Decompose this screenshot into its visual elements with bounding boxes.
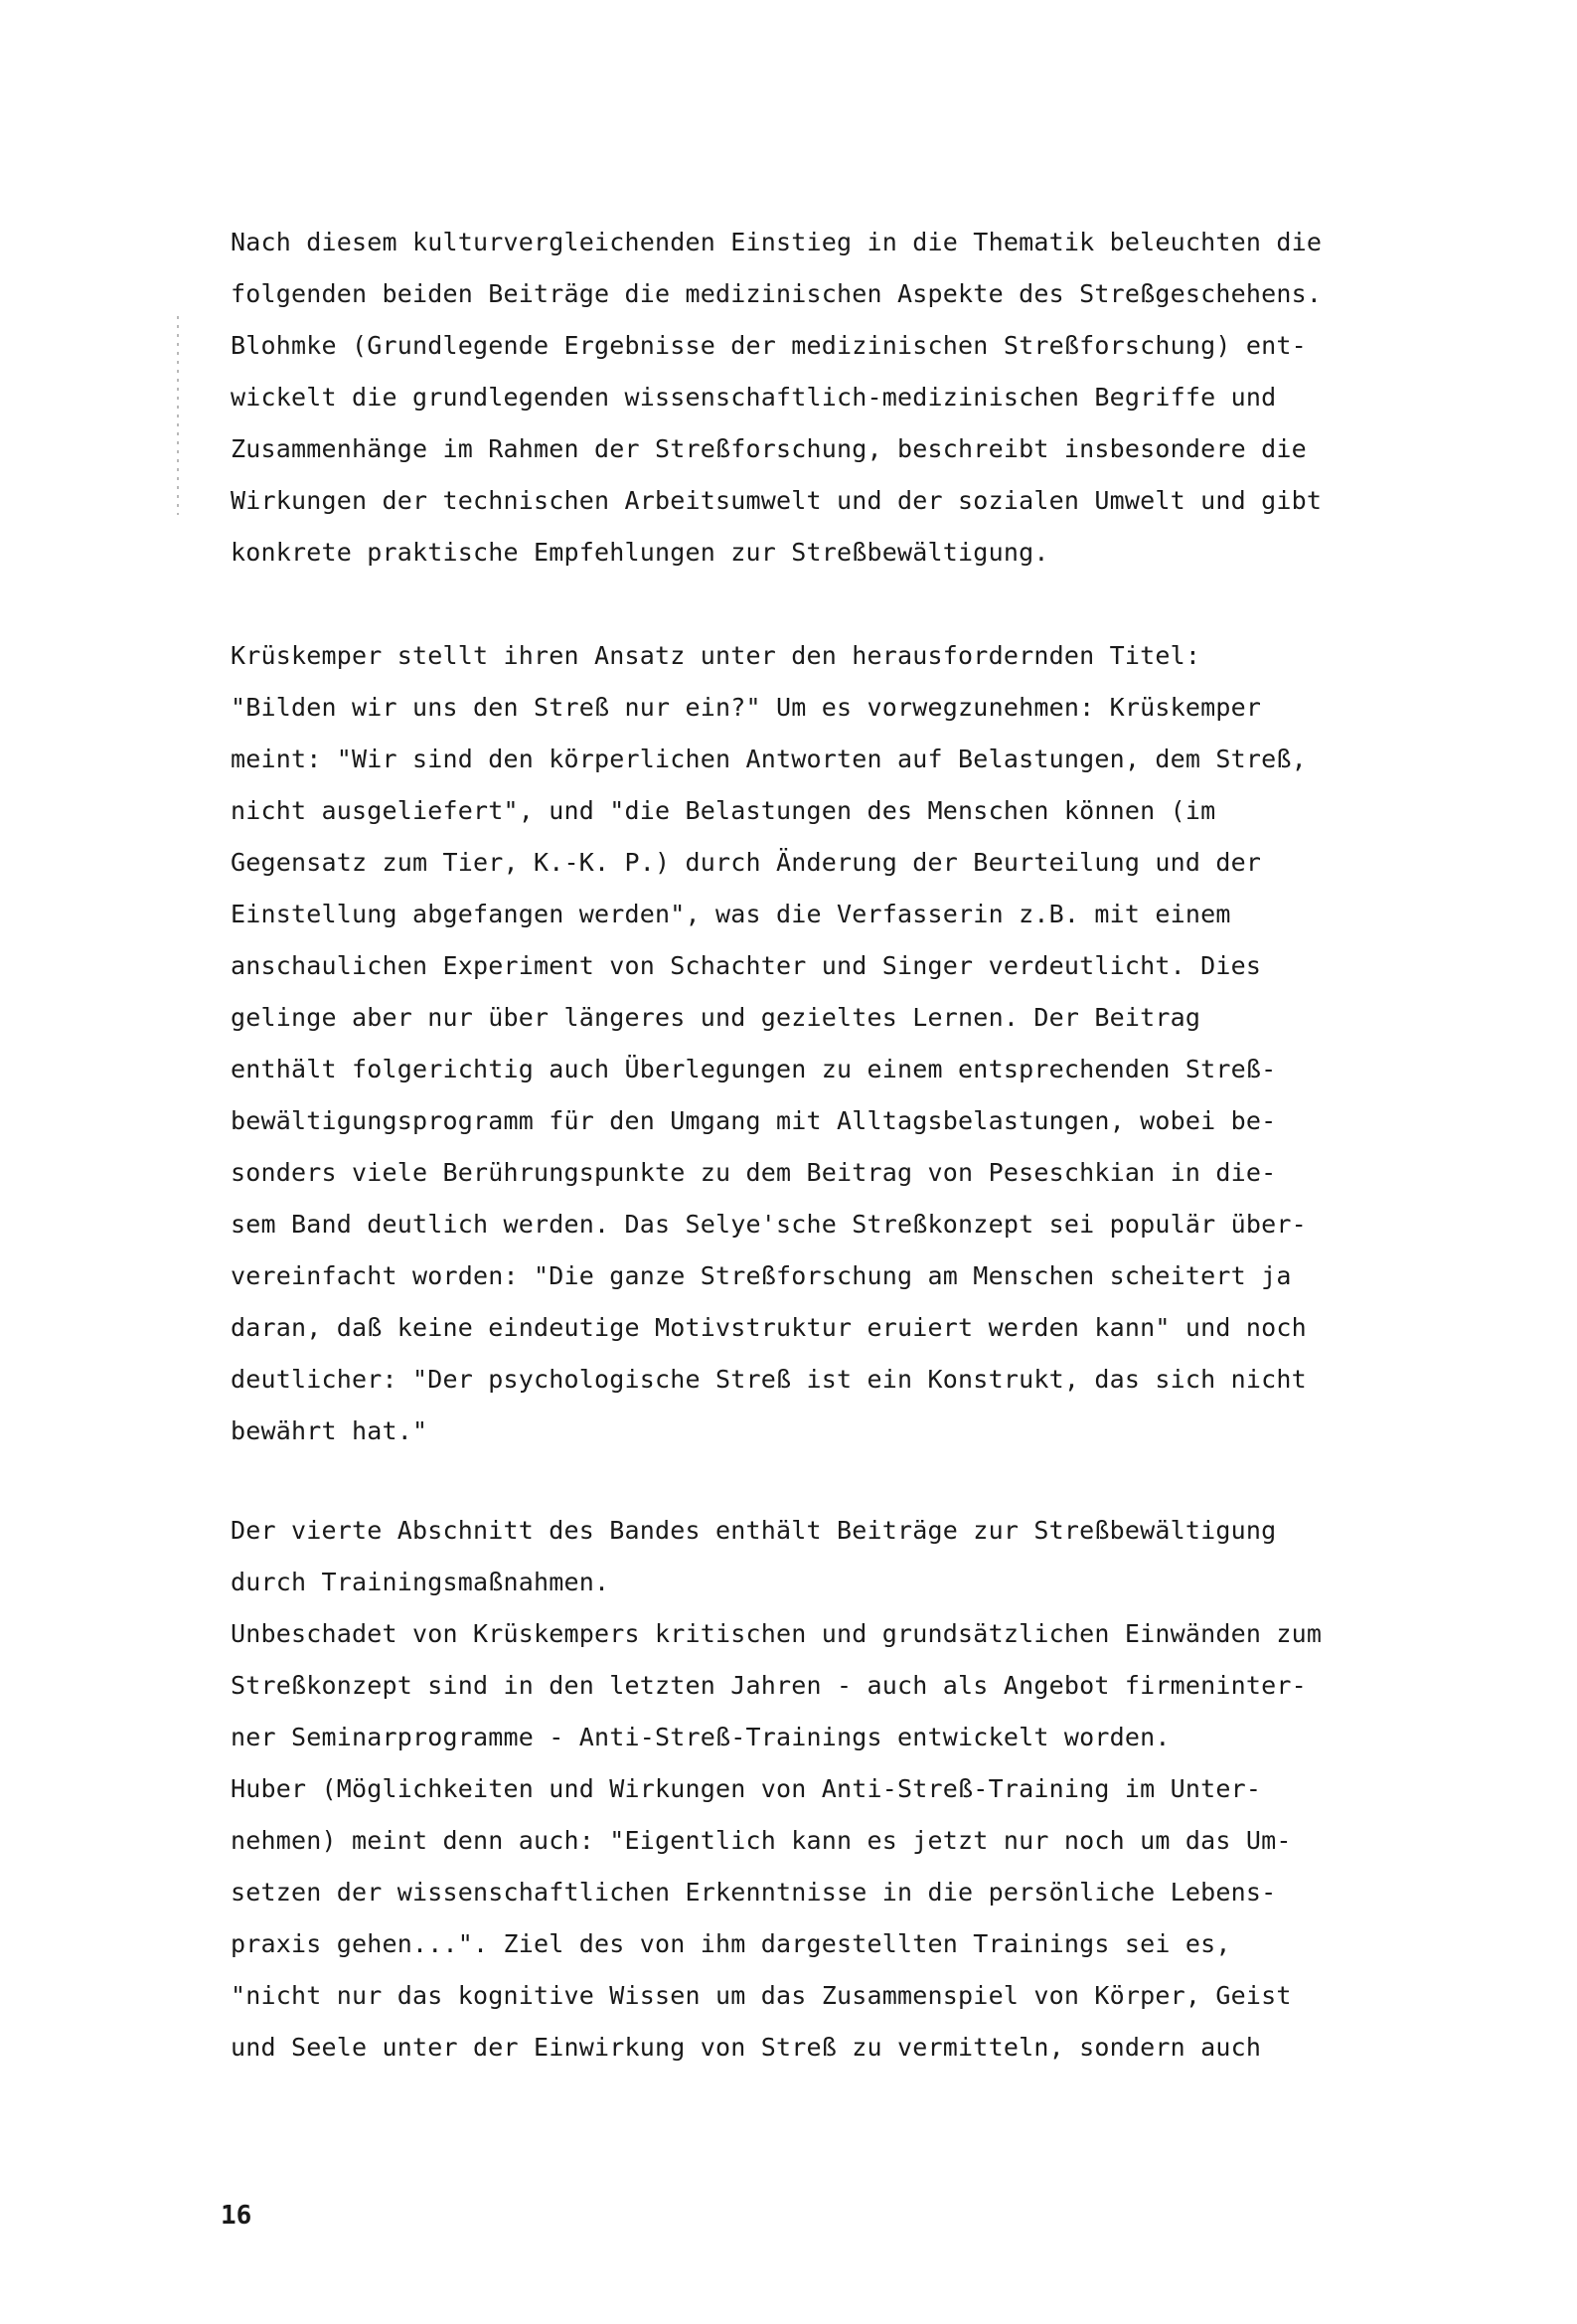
paragraph-2 [231,630,1423,1457]
text-line: setzen der wissenschaftlichen Erkenntnisse in die persönliche Lebens- [231,1878,1277,1907]
text-line: nehmen) meint denn auch: "Eigentlich kann es jetzt nur noch um das Um- [231,1826,1292,1855]
text-line: deutlicher: "Der psychologische Streß ist ein Konstrukt, das sich nicht [231,1365,1307,1394]
text-line: anschaulichen Experiment von Schachter und Singer verdeutlicht. Dies [231,951,1262,980]
text-line: meint: "Wir sind den körperlichen Antworten auf Belastungen, dem Streß, [231,745,1307,773]
text-line: Gegensatz zum Tier, K.-K. P.) durch Änderung der Beurteilung und der [231,848,1262,877]
text-line: wickelt die grundlegenden wissenschaftlich-medizinischen Begriffe und [231,383,1277,412]
text-line: Streßkonzept sind in den letzten Jahren - auch als Angebot firmeninter- [231,1671,1307,1700]
text-line: "nicht nur das kognitive Wissen um das Zusammenspiel von Körper, Geist [231,1981,1292,2010]
text-line: Der vierte Abschnitt des Bandes enthält Beiträge zur Streßbewältigung [231,1516,1277,1545]
text-line: Blohmke (Grundlegende Ergebnisse der medizinischen Streßforschung) ent- [231,331,1307,360]
page-number: 16 [221,2201,252,2231]
text-line: Krüskemper stellt ihren Ansatz unter den herausfordernden Titel: [231,641,1201,670]
text-line: bewältigungsprogramm für den Umgang mit Alltagsbelastungen, wobei be- [231,1106,1277,1135]
margin-mark [177,316,179,515]
paragraph-3 [231,1505,1423,2074]
text-line: Wirkungen der technischen Arbeitsumwelt und der sozialen Umwelt und gibt [231,486,1323,515]
text-line: praxis gehen...". Ziel des von ihm dargestellten Trainings sei es, [231,1929,1231,1958]
text-line: durch Trainingsmaßnahmen. [231,1568,610,1596]
text-line: Huber (Möglichkeiten und Wirkungen von Anti-Streß-Training im Unter- [231,1774,1262,1803]
text-line: daran, daß keine eindeutige Motivstruktur eruiert werden kann" und noch [231,1313,1307,1342]
text-line: folgenden beiden Beiträge die medizinischen Aspekte des Streßgeschehens. [231,279,1323,308]
text-line: gelinge aber nur über längeres und gezieltes Lernen. Der Beitrag [231,1003,1201,1032]
text-line: Nach diesem kulturvergleichenden Einstieg in die Thematik beleuchten die [231,228,1323,256]
text-line: enthält folgerichtig auch Überlegungen zu einem entsprechenden Streß- [231,1055,1277,1083]
text-line: nicht ausgeliefert", und "die Belastungen des Menschen können (im [231,796,1216,825]
text-line: "Bilden wir uns den Streß nur ein?" Um es vorwegzunehmen: Krüskemper [231,693,1262,722]
text-line: Unbeschadet von Krüskempers kritischen und grundsätzlichen Einwänden zum [231,1619,1323,1648]
text-line: vereinfacht worden: "Die ganze Streßforschung am Menschen scheitert ja [231,1261,1292,1290]
text-line: konkrete praktische Empfehlungen zur Streßbewältigung. [231,538,1049,567]
text-line: sem Band deutlich werden. Das Selye'sche Streßkonzept sei populär über- [231,1210,1307,1239]
text-line: Zusammenhänge im Rahmen der Streßforschung, beschreibt insbesondere die [231,434,1307,463]
text-line: und Seele unter der Einwirkung von Streß zu vermitteln, sondern auch [231,2033,1262,2062]
text-line: ner Seminarprogramme - Anti-Streß-Trainings entwickelt worden. [231,1723,1171,1751]
text-line: Einstellung abgefangen werden", was die Verfasserin z.B. mit einem [231,900,1231,928]
text-line: bewährt hat." [231,1416,428,1445]
text-line: sonders viele Berührungspunkte zu dem Beitrag von Peseschkian in die- [231,1158,1277,1187]
paragraph-1 [231,217,1423,579]
